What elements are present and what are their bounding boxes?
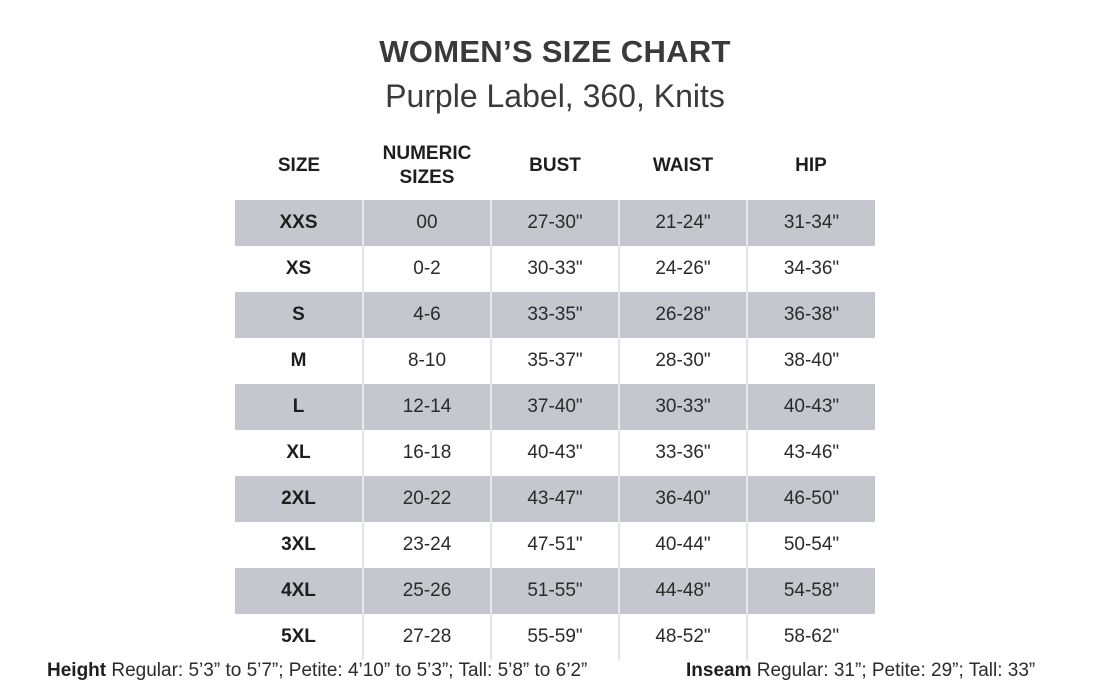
header-waist: WAIST	[619, 136, 747, 198]
table-row	[235, 384, 875, 430]
cell-hip: 38-40"	[747, 338, 875, 384]
inseam-label: Inseam	[686, 660, 752, 681]
height-note	[47, 660, 587, 682]
table-row	[235, 338, 875, 384]
cell-hip: 31-34"	[747, 198, 875, 246]
cell-size: 5XL	[281, 626, 316, 647]
table-row	[235, 292, 875, 338]
table-row	[235, 430, 875, 476]
cell-hip: 34-36"	[747, 246, 875, 292]
cell-bust: 47-51"	[491, 522, 619, 568]
inseam-note	[686, 660, 1035, 682]
height-label: Height	[47, 660, 107, 681]
cell-size: L	[235, 384, 363, 430]
cell-waist: 26-28"	[619, 292, 747, 338]
cell-numeric-size: 20-22	[363, 476, 491, 522]
cell-bust: 43-47"	[491, 476, 619, 522]
cell-bust: 27-30"	[491, 198, 619, 246]
inseam-text: Regular: 31”; Petite: 29”; Tall: 33”	[751, 660, 1036, 681]
cell-waist: 44-48"	[619, 568, 747, 614]
cell-size: XL	[286, 442, 311, 463]
size-chart-table	[235, 136, 875, 660]
page-title: WOMEN’S SIZE CHART	[379, 34, 731, 69]
cell-numeric-size: 27-28	[363, 614, 491, 660]
cell-hip: 36-38"	[747, 292, 875, 338]
cell-hip: 43-46"	[747, 430, 875, 476]
cell-waist: 21-24"	[619, 198, 747, 246]
height-text: Regular: 5’3” to 5’7”; Petite: 4’10” to 5’3”; Tall: 5’8” to 6’2”	[106, 660, 588, 681]
cell-numeric-size: 25-26	[363, 568, 491, 614]
table-row	[235, 568, 875, 614]
cell-bust: 33-35"	[491, 292, 619, 338]
cell-numeric-size: 0-2	[363, 246, 491, 292]
cell-waist: 33-36"	[619, 430, 747, 476]
cell-bust: 35-37"	[491, 338, 619, 384]
cell-bust: 30-33"	[491, 246, 619, 292]
cell-size: 3XL	[281, 534, 316, 555]
cell-numeric-size: 8-10	[363, 338, 491, 384]
cell-hip: 50-54"	[747, 522, 875, 568]
cell-size: S	[235, 292, 363, 338]
cell-hip: 40-43"	[747, 384, 875, 430]
cell-size: M	[290, 350, 307, 371]
cell-bust: 55-59"	[491, 614, 619, 660]
table-row	[235, 246, 875, 292]
cell-waist: 24-26"	[619, 246, 747, 292]
header-size: SIZE	[235, 136, 363, 198]
page-subtitle: Purple Label, 360, Knits	[385, 78, 725, 114]
cell-numeric-size: 23-24	[363, 522, 491, 568]
cell-hip: 46-50"	[747, 476, 875, 522]
cell-numeric-size: 12-14	[363, 384, 491, 430]
cell-waist: 28-30"	[619, 338, 747, 384]
cell-waist: 40-44"	[619, 522, 747, 568]
cell-numeric-size: 00	[363, 198, 491, 246]
table-header-row	[235, 136, 875, 198]
cell-size: 2XL	[235, 476, 363, 522]
cell-numeric-size: 16-18	[363, 430, 491, 476]
table-body	[235, 198, 875, 660]
cell-size: XXS	[235, 198, 363, 246]
table-row	[235, 522, 875, 568]
cell-size: 4XL	[235, 568, 363, 614]
cell-bust: 40-43"	[491, 430, 619, 476]
cell-hip: 58-62"	[747, 614, 875, 660]
cell-numeric-size: 4-6	[363, 292, 491, 338]
header-bust: BUST	[491, 136, 619, 198]
cell-waist: 36-40"	[619, 476, 747, 522]
table-row	[235, 198, 875, 246]
cell-bust: 37-40"	[491, 384, 619, 430]
cell-waist: 48-52"	[619, 614, 747, 660]
header-numeric-sizes: NUMERIC SIZES	[363, 136, 491, 198]
cell-bust: 51-55"	[491, 568, 619, 614]
header-hip: HIP	[747, 136, 875, 198]
cell-waist: 30-33"	[619, 384, 747, 430]
table-row	[235, 476, 875, 522]
table-row	[235, 614, 875, 660]
cell-size: XS	[285, 258, 312, 279]
cell-hip: 54-58"	[747, 568, 875, 614]
